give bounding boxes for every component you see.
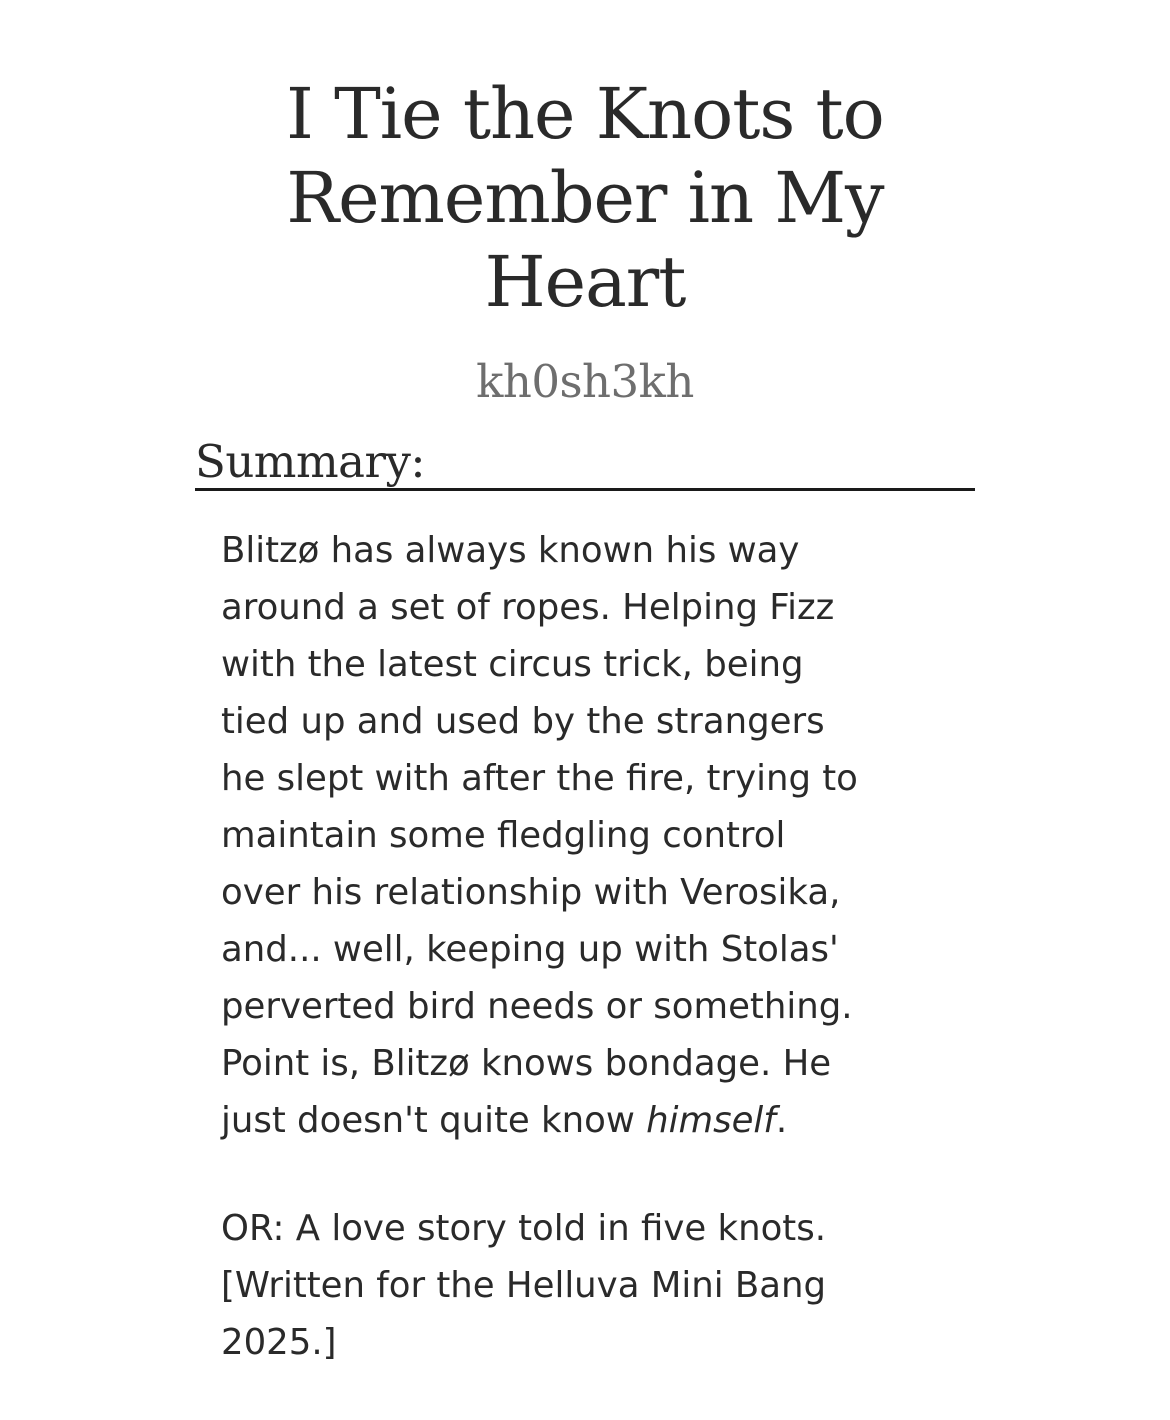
summary-line: Point is, Blitzø knows bondage. He — [221, 1043, 832, 1084]
summary-emphasis: himself — [646, 1100, 776, 1141]
title-line: I Tie the Knots to — [286, 73, 884, 155]
summary-line: Blitzø has always known his way — [221, 530, 800, 571]
summary-paragraph — [221, 1200, 961, 1371]
summary-line: around a set of ropes. Helping Fizz — [221, 587, 835, 628]
summary-line: over his relationship with Verosika, — [221, 872, 841, 913]
summary-line: [Written for the Helluva Mini Bang — [221, 1265, 827, 1306]
summary-text-run: . — [775, 1100, 788, 1141]
summary-line: with the latest circus trick, being — [221, 644, 804, 685]
title-line: Remember in My — [286, 157, 884, 239]
summary-line-last — [221, 1092, 961, 1149]
summary-paragraph — [221, 522, 961, 1149]
author-byline[interactable]: kh0sh3kh — [476, 355, 694, 408]
summary-text — [221, 522, 961, 1371]
summary-line: 2025.] — [221, 1322, 337, 1363]
summary-text-run: just doesn't quite know — [221, 1100, 647, 1141]
summary-line: maintain some fledgling control — [221, 815, 786, 856]
summary-line: OR: A love story told in five knots. — [221, 1208, 827, 1249]
summary-line: perverted bird needs or something. — [221, 986, 853, 1027]
work-title — [185, 72, 985, 324]
summary-line: tied up and used by the strangers — [221, 701, 825, 742]
title-line: Heart — [484, 241, 686, 323]
summary-line: he slept with after the fire, trying to — [221, 758, 858, 799]
summary-line: and... well, keeping up with Stolas' — [221, 929, 839, 970]
summary-heading: Summary: — [195, 432, 975, 491]
